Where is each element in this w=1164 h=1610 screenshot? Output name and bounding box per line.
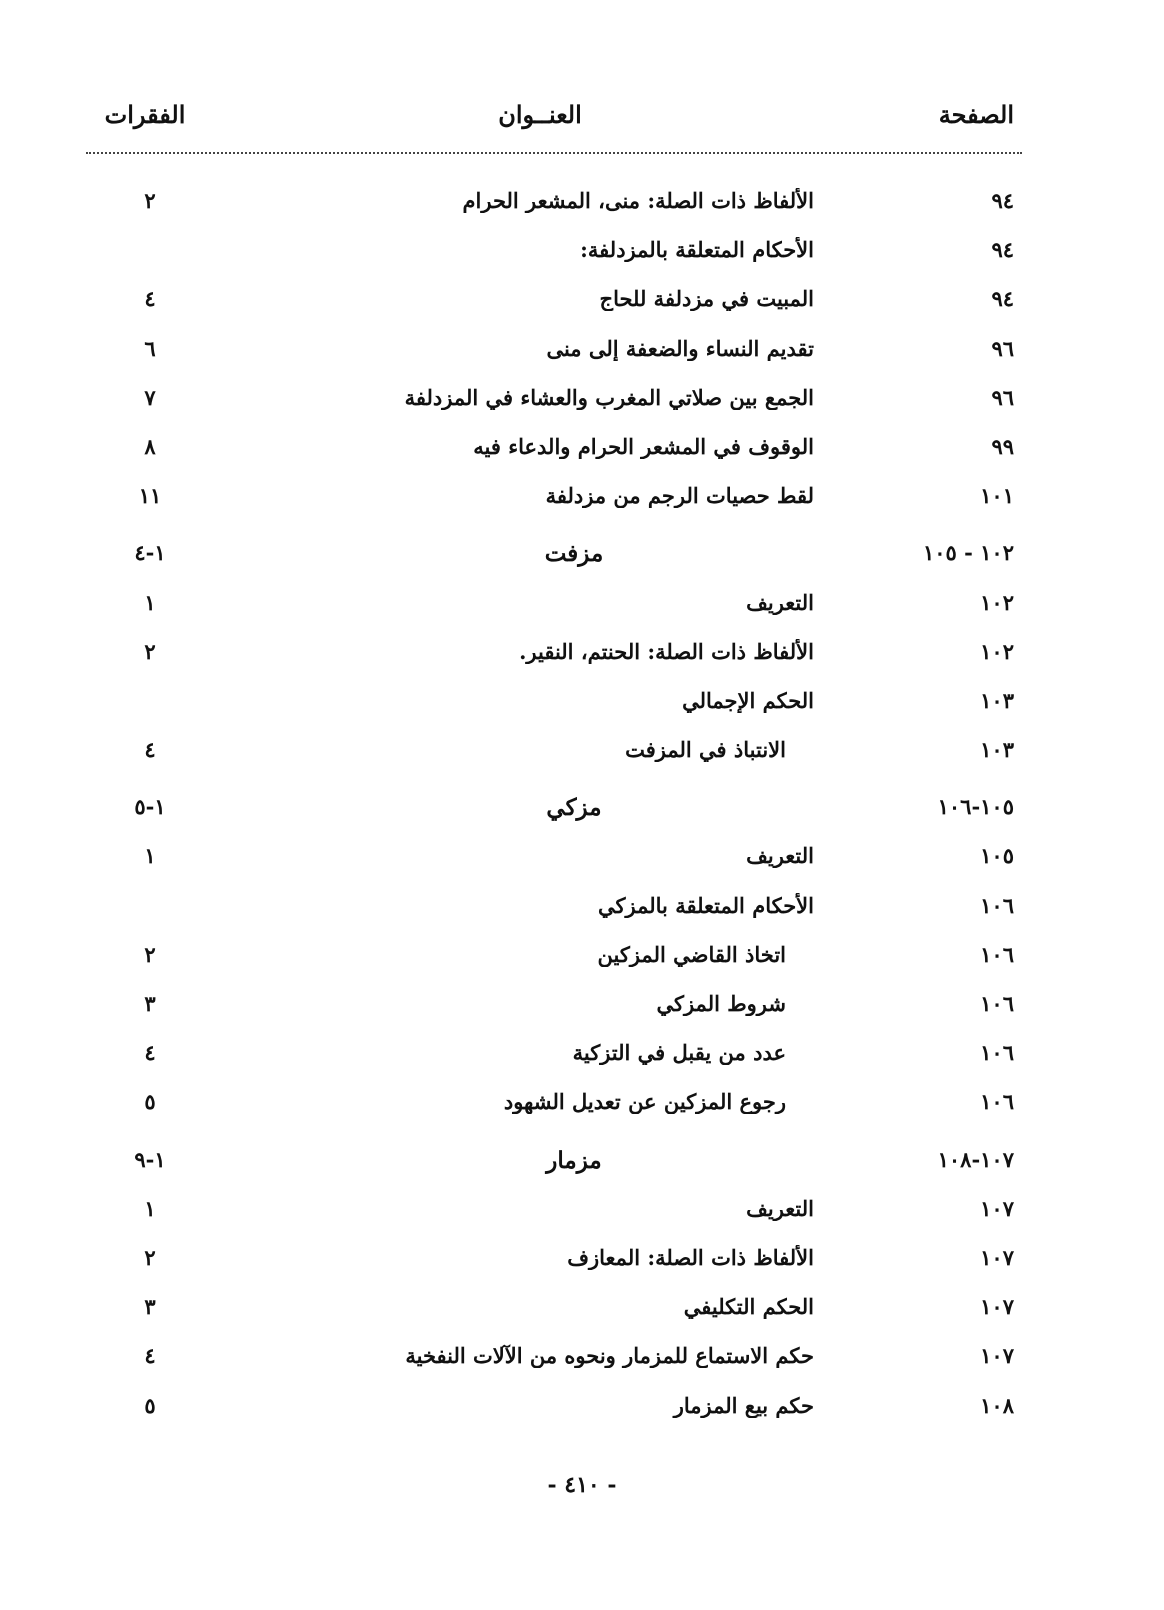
row-paragraphs: ٤ xyxy=(144,737,156,763)
row-title: عدد من يقبل في التزكية xyxy=(572,1040,786,1066)
row-title: التعريف xyxy=(746,1195,814,1221)
entry-heading-title: مزفت xyxy=(544,540,604,568)
dotted-divider xyxy=(86,152,1022,154)
index-entry-heading xyxy=(90,1139,1014,1188)
row-page: ١٠١ xyxy=(980,483,1014,509)
index-row xyxy=(90,835,1014,884)
row-page: ١٠٦ xyxy=(980,1089,1014,1115)
row-page: ١٠٦ xyxy=(980,892,1014,918)
index-row xyxy=(90,1286,1014,1335)
index-row xyxy=(90,582,1014,631)
row-paragraphs: ١ xyxy=(144,1195,156,1221)
index-row xyxy=(90,983,1014,1032)
row-page: ١٠٧ xyxy=(980,1195,1014,1221)
index-header xyxy=(90,100,1014,140)
index-row xyxy=(90,328,1014,377)
row-title: التعريف xyxy=(746,589,814,615)
row-paragraphs: ٣ xyxy=(144,1294,156,1320)
row-title: الأحكام المتعلقة بالمزدلفة: xyxy=(580,237,814,263)
row-paragraphs: ٣ xyxy=(144,991,156,1016)
row-title: التعريف xyxy=(746,843,814,869)
row-paragraphs: ١-٥ xyxy=(134,794,166,820)
row-page: ١٠٧ xyxy=(980,1244,1014,1270)
index-row xyxy=(90,229,1014,278)
index-row xyxy=(90,885,1014,934)
row-title: الوقوف في المشعر الحرام والدعاء فيه xyxy=(473,433,814,459)
index-row xyxy=(90,278,1014,327)
row-page: ١٠٦ xyxy=(980,1040,1014,1066)
row-paragraphs: ١١ xyxy=(138,483,162,509)
row-paragraphs: ١ xyxy=(144,589,156,615)
index-row xyxy=(90,631,1014,680)
row-paragraphs: ٤ xyxy=(144,286,156,312)
row-paragraphs: ١-٩ xyxy=(134,1146,166,1172)
row-title: حكم الاستماع للمزمار ونحوه من الآلات النفخية xyxy=(405,1343,814,1369)
row-page: ٩٦ xyxy=(991,335,1014,361)
row-title: الأحكام المتعلقة بالمزكي xyxy=(598,892,814,918)
row-page: ١٠٢ xyxy=(980,589,1014,615)
row-paragraphs: ٥ xyxy=(144,1392,156,1418)
row-page: ١٠٢ - ١٠٥ xyxy=(922,540,1014,566)
row-page: ٩٩ xyxy=(991,433,1014,459)
header-title-label: العنــوان xyxy=(498,100,582,129)
row-title: المبيت في مزدلفة للحاج xyxy=(599,286,814,312)
row-paragraphs: ٦ xyxy=(144,335,156,361)
index-row xyxy=(90,1385,1014,1434)
index-row xyxy=(90,1081,1014,1130)
row-paragraphs: ١-٤ xyxy=(134,540,166,566)
index-entry-heading xyxy=(90,786,1014,835)
row-page: ١٠٦ xyxy=(980,991,1014,1016)
row-paragraphs: ٢ xyxy=(144,188,156,213)
index-row xyxy=(90,1188,1014,1237)
row-title: الألفاظ ذات الصلة: الحنتم، النقير. xyxy=(519,638,814,664)
row-title: رجوع المزكين عن تعديل الشهود xyxy=(503,1089,786,1115)
row-paragraphs: ١ xyxy=(144,843,156,869)
index-row xyxy=(90,426,1014,475)
row-paragraphs: ٤ xyxy=(144,1040,156,1066)
row-paragraphs: ٧ xyxy=(144,384,156,410)
row-title: الجمع بين صلاتي المغرب والعشاء في المزدلفة xyxy=(404,384,814,410)
index-row xyxy=(90,180,1014,229)
row-title: لقط حصيات الرجم من مزدلفة xyxy=(545,483,814,509)
page-number: - ٤١٠ - xyxy=(547,1472,617,1498)
row-paragraphs: ٥ xyxy=(144,1089,156,1115)
row-page: ١٠٥-١٠٦ xyxy=(937,794,1014,820)
row-title: الانتباذ في المزفت xyxy=(625,737,786,763)
row-page: ٩٦ xyxy=(991,384,1014,410)
row-page: ٩٤ xyxy=(991,237,1014,263)
row-paragraphs: ٨ xyxy=(144,433,156,459)
row-page: ١٠٧ xyxy=(980,1343,1014,1369)
row-title: حكم بيع المزمار xyxy=(673,1392,814,1418)
row-page: ١٠٢ xyxy=(980,638,1014,664)
row-page: ١٠٥ xyxy=(980,843,1014,869)
row-page: ٩٤ xyxy=(991,188,1014,213)
row-title: اتخاذ القاضي المزكين xyxy=(597,941,786,967)
index-row xyxy=(90,680,1014,729)
index-entry-heading xyxy=(90,532,1014,581)
row-page: ١٠٣ xyxy=(980,687,1014,713)
row-title: الألفاظ ذات الصلة: منى، المشعر الحرام xyxy=(462,188,814,213)
index-row xyxy=(90,934,1014,983)
index-row xyxy=(90,1335,1014,1384)
row-page: ١٠٣ xyxy=(980,737,1014,763)
row-title: الحكم الإجمالي xyxy=(682,687,814,713)
row-title: الحكم التكليفي xyxy=(683,1294,814,1320)
index-row xyxy=(90,729,1014,778)
index-row xyxy=(90,475,1014,524)
index-row xyxy=(90,1237,1014,1286)
row-page: ١٠٦ xyxy=(980,941,1014,967)
row-paragraphs: ٢ xyxy=(144,941,156,967)
row-page: ١٠٨ xyxy=(980,1392,1014,1418)
row-title: تقديم النساء والضعفة إلى منى xyxy=(546,335,814,361)
header-page-label: الصفحة xyxy=(938,100,1014,129)
index-row xyxy=(90,1032,1014,1081)
index-row xyxy=(90,377,1014,426)
row-title: شروط المزكي xyxy=(656,991,786,1016)
row-paragraphs: ٤ xyxy=(144,1343,156,1369)
entry-heading-title: مزكي xyxy=(546,794,602,822)
entry-heading-title: مزمار xyxy=(546,1146,602,1174)
index-rows xyxy=(90,180,1014,1434)
row-page: ١٠٧-١٠٨ xyxy=(937,1146,1014,1172)
row-paragraphs: ٢ xyxy=(144,1244,156,1270)
row-title: الألفاظ ذات الصلة: المعازف xyxy=(567,1244,814,1270)
row-page: ٩٤ xyxy=(991,286,1014,312)
header-paragraphs-label: الفقرات xyxy=(104,100,186,129)
row-paragraphs: ٢ xyxy=(144,638,156,664)
row-page: ١٠٧ xyxy=(980,1294,1014,1320)
